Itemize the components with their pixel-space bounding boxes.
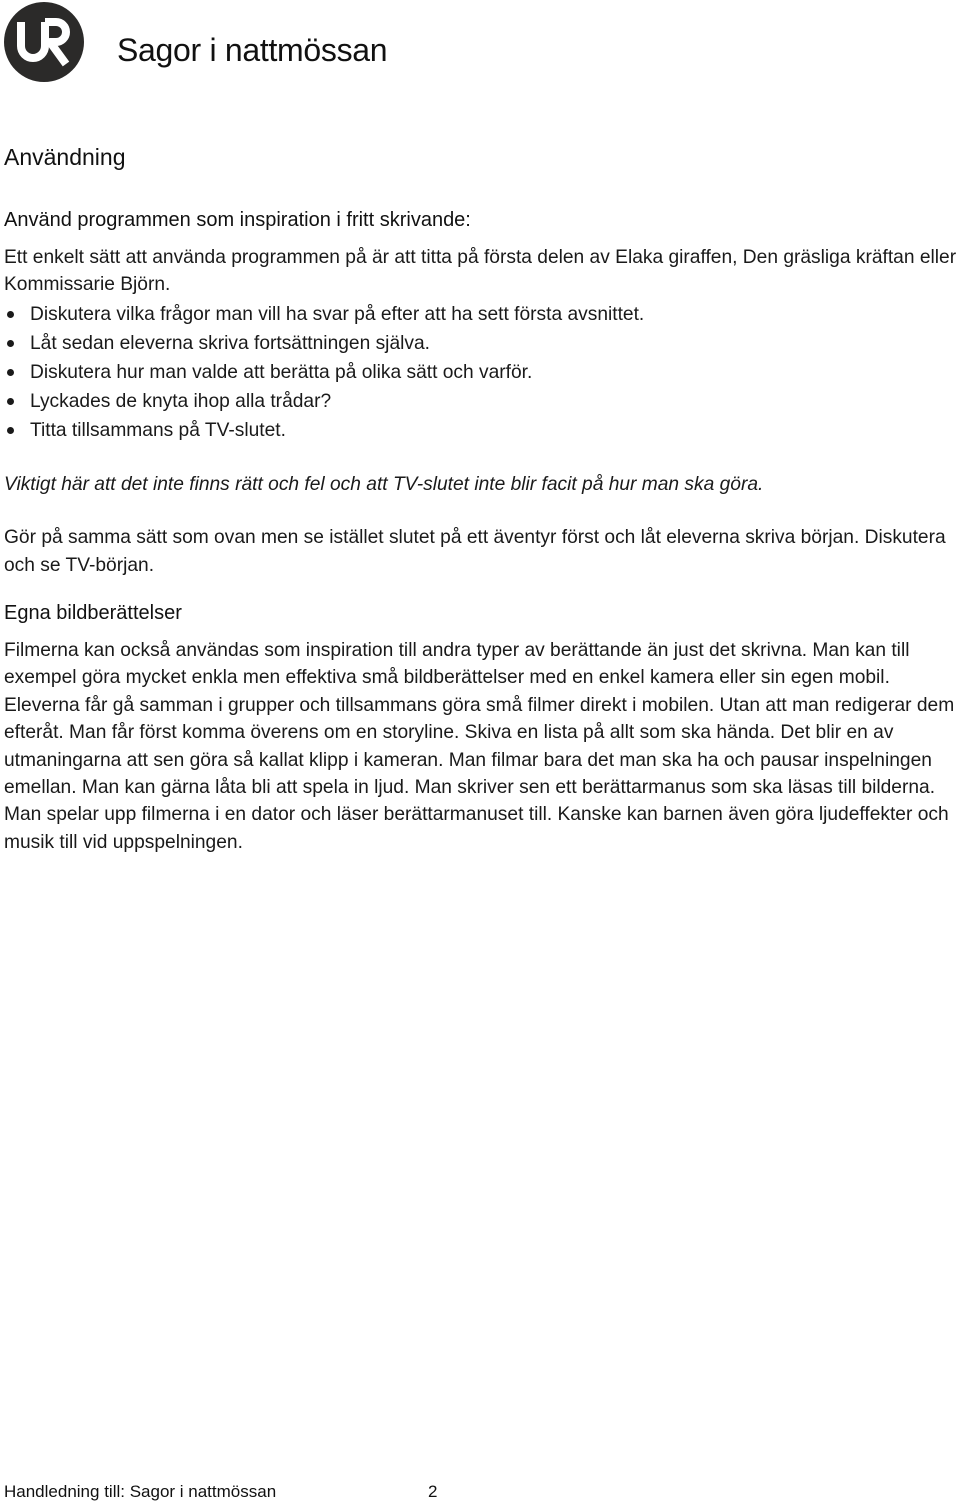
main-content (4, 142, 960, 856)
list-item (4, 329, 960, 358)
list-item (4, 416, 960, 445)
bullet-icon (7, 427, 14, 434)
list-item (4, 387, 960, 416)
ur-logo (4, 2, 84, 82)
intro-paragraph: Ett enkelt sätt att använda programmen på är att titta på första delen av Elaka giraffen, Den gräsliga kräftan eller Kommissarie Björn. (4, 247, 957, 296)
list-item-text: Låt sedan eleverna skriva fortsättningen själva. (30, 332, 430, 354)
page-title: Sagor i nattmössan (117, 32, 388, 68)
bullet-icon (7, 398, 14, 405)
alternative-paragraph: Gör på samma sätt som ovan men se istället slutet på ett äventyr först och låt eleverna skriva början. Diskutera och se TV-början. (4, 527, 946, 576)
list-item (4, 358, 960, 387)
list-item-text: Titta tillsammans på TV-slutet. (30, 419, 286, 441)
bullet-icon (7, 340, 14, 347)
section-heading: Användning (4, 144, 126, 170)
list-item-text: Lyckades de knyta ihop alla trådar? (30, 390, 332, 412)
list-item-text: Diskutera vilka frågor man vill ha svar på efter att ha sett första avsnittet. (30, 303, 645, 325)
subheading-free-writing: Använd programmen som inspiration i fritt skrivande: (4, 209, 471, 231)
discussion-list (4, 300, 960, 445)
bullet-icon (7, 369, 14, 376)
footer-text: Handledning till: Sagor i nattmössan (4, 1482, 277, 1501)
bullet-icon (7, 311, 14, 318)
body-paragraph: Filmerna kan också användas som inspiration till andra typer av berättande än just det skrivna. Man kan till exempel göra mycket enkla men effektiva små bildberättelser med en enkel kamera eller sin egen mobil. Eleverna får gå samman i grupper och tillsammans göra små filmer direkt i mobilen. Utan att man redigerar dem efteråt. Man får först komma överens om en storyline. Skiva en lista på allt som ska hända. Det blir en av utmaningarna att sen göra så kallat klipp i kameran. Man filmar bara det man ska ha och pausar inspelningen emellan. Man kan gärna låta bli att spela in ljud. Man skriver sen ett berättarmanus som ska läsas till bilderna. Man spelar upp filmerna i en dator och läser berättarmanuset till. Kanske kan barnen även göra ljudeffekter och musik till vid uppspelningen. (4, 640, 955, 853)
subheading-picture-stories: Egna bildberättelser (4, 602, 182, 625)
list-item (4, 300, 960, 329)
page-number: 2 (428, 1482, 438, 1501)
list-item-text: Diskutera hur man valde att berätta på olika sätt och varför. (30, 361, 533, 383)
note-paragraph: Viktigt här att det inte finns rätt och fel och att TV-slutet inte blir facit på hur man ska göra. (4, 473, 764, 495)
